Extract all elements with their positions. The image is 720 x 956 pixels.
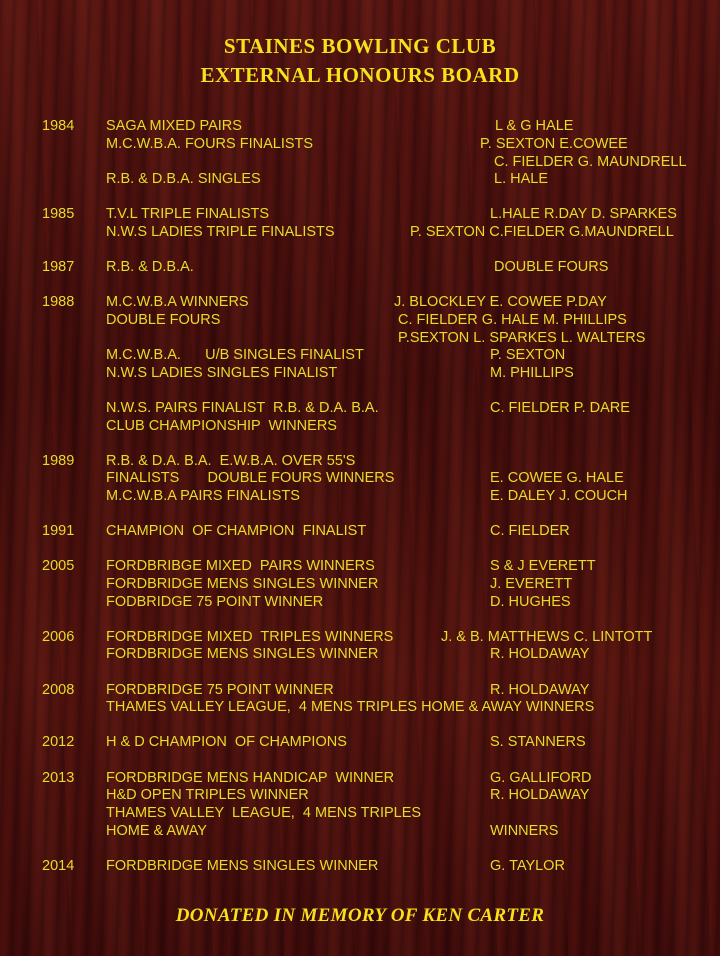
- entry-event: M.C.W.B.A WINNERS: [106, 294, 249, 310]
- honour-entry: [0, 628, 720, 646]
- entry-winner: G. TAYLOR: [490, 858, 565, 874]
- entry-winner: L. HALE: [494, 171, 548, 187]
- entry-winner: G. GALLIFORD: [490, 770, 592, 786]
- entry-event: M.C.W.B.A PAIRS FINALISTS: [106, 488, 300, 504]
- honour-entry: [0, 329, 720, 347]
- entry-winner: S & J EVERETT: [490, 558, 596, 574]
- entry-year: 1985: [42, 206, 75, 222]
- honour-entry: [0, 575, 720, 593]
- entry-year: 2012: [42, 734, 75, 750]
- entry-event: FORDBRIDGE 75 POINT WINNER: [106, 682, 334, 698]
- honour-entry: [0, 822, 720, 840]
- entry-winner: C. FIELDER: [490, 523, 570, 539]
- entry-event: N.W.S. PAIRS FINALIST R.B. & D.A. B.A.: [106, 400, 379, 416]
- honour-entry: [0, 135, 720, 153]
- honour-entry: [0, 153, 720, 171]
- entry-event: DOUBLE FOURS: [106, 312, 221, 328]
- honour-entry: [0, 417, 720, 435]
- board-subtitle: EXTERNAL HONOURS BOARD: [200, 63, 520, 87]
- entry-event: THAMES VALLEY LEAGUE, 4 MENS TRIPLES: [106, 805, 422, 821]
- honour-entry: [0, 364, 720, 382]
- entry-event: CLUB CHAMPIONSHIP WINNERS: [106, 418, 337, 434]
- honour-entry: [0, 681, 720, 699]
- entry-event: FORDBRIDGE MIXED TRIPLES WINNERS: [106, 629, 394, 645]
- entry-winner: R. HOLDAWAY: [490, 646, 590, 662]
- entry-winner: DOUBLE FOURS: [494, 259, 609, 275]
- entry-winner: D. HUGHES: [490, 594, 571, 610]
- entry-event: THAMES VALLEY LEAGUE, 4 MENS TRIPLES HOME & AWAY WINNERS: [106, 699, 595, 715]
- board-title: STAINES BOWLING CLUB: [223, 34, 497, 58]
- dedication-text: DONATED IN MEMORY OF KEN CARTER: [175, 905, 545, 926]
- entry-year: 1984: [42, 118, 75, 134]
- honour-entry: [0, 346, 720, 364]
- honour-entry: [0, 170, 720, 188]
- entry-winner: L & G HALE: [495, 118, 574, 134]
- entry-event: M.C.W.B.A. FOURS FINALISTS: [106, 136, 314, 152]
- honour-entry: [0, 452, 720, 470]
- entry-year: 1989: [42, 453, 75, 469]
- honour-entry: [0, 487, 720, 505]
- entry-winner: M. PHILLIPS: [490, 365, 574, 381]
- entry-event: FODBRIDGE 75 POINT WINNER: [106, 594, 324, 610]
- entry-event: N.W.S LADIES SINGLES FINALIST: [106, 365, 338, 381]
- honour-entry: [0, 399, 720, 417]
- honour-entry: [0, 557, 720, 575]
- entry-event: T.V.L TRIPLE FINALISTS: [106, 206, 270, 222]
- entry-year: 1987: [42, 259, 75, 275]
- entry-event: FINALISTS DOUBLE FOURS WINNERS: [106, 470, 395, 486]
- entry-event: FORDBRIDGE MENS HANDICAP WINNER: [106, 770, 395, 786]
- honour-entry: [0, 769, 720, 787]
- entry-winner: R. HOLDAWAY: [490, 787, 590, 803]
- honour-entry: [0, 522, 720, 540]
- entry-winner: P. SEXTON E.COWEE: [480, 136, 628, 152]
- honour-entry: [0, 786, 720, 804]
- honour-entry: [0, 311, 720, 329]
- entry-event: FORDBRIDGE MENS SINGLES WINNER: [106, 576, 379, 592]
- entry-winner: J. EVERETT: [490, 576, 573, 592]
- entry-event: FORDBRIDGE MENS SINGLES WINNER: [106, 858, 379, 874]
- entry-event: R.B. & D.B.A. SINGLES: [106, 171, 261, 187]
- honour-entry: [0, 205, 720, 223]
- entry-event: HOME & AWAY: [106, 823, 207, 839]
- honour-entry: [0, 804, 720, 822]
- entry-event: FORDBRIDGE MENS SINGLES WINNER: [106, 646, 379, 662]
- honour-entry: [0, 593, 720, 611]
- entry-winner: C. FIELDER P. DARE: [490, 400, 630, 416]
- entry-winner: C. FIELDER G. MAUNDRELL: [494, 154, 687, 170]
- entry-winner: P.SEXTON L. SPARKES L. WALTERS: [398, 330, 646, 346]
- entry-event: M.C.W.B.A. U/B SINGLES FINALIST: [106, 347, 364, 363]
- entry-event: N.W.S LADIES TRIPLE FINALISTS: [106, 224, 335, 240]
- honour-entry: [0, 258, 720, 276]
- entry-year: 2014: [42, 858, 75, 874]
- honour-entry: [0, 223, 720, 241]
- entry-year: 1991: [42, 523, 75, 539]
- entry-winner: S. STANNERS: [490, 734, 586, 750]
- entry-winner: R. HOLDAWAY: [490, 682, 590, 698]
- entry-winner: E. COWEE G. HALE: [490, 470, 624, 486]
- honour-entry: [0, 733, 720, 751]
- entry-winner: J. BLOCKLEY E. COWEE P.DAY: [394, 294, 607, 310]
- entry-year: 2006: [42, 629, 75, 645]
- honour-entry: [0, 293, 720, 311]
- entry-event: R.B. & D.B.A.: [106, 259, 194, 275]
- entry-event: SAGA MIXED PAIRS: [106, 118, 242, 134]
- entry-winner: E. DALEY J. COUCH: [490, 488, 628, 504]
- entry-winner: P. SEXTON C.FIELDER G.MAUNDRELL: [410, 224, 674, 240]
- entry-event: H & D CHAMPION OF CHAMPIONS: [106, 734, 347, 750]
- entry-winner: P. SEXTON: [490, 347, 566, 363]
- entry-winner: WINNERS: [490, 823, 559, 839]
- honour-entry: [0, 117, 720, 135]
- entry-year: 2005: [42, 558, 75, 574]
- entry-event: R.B. & D.A. B.A. E.W.B.A. OVER 55'S: [106, 453, 356, 469]
- entry-year: 1988: [42, 294, 75, 310]
- entry-winner: L.HALE R.DAY D. SPARKES: [490, 206, 677, 222]
- entry-winner: J. & B. MATTHEWS C. LINTOTT: [441, 629, 653, 645]
- entry-year: 2013: [42, 770, 75, 786]
- honour-entry: [0, 645, 720, 663]
- entry-event: CHAMPION OF CHAMPION FINALIST: [106, 523, 367, 539]
- honour-entry: [0, 469, 720, 487]
- entry-year: 2008: [42, 682, 75, 698]
- honour-entry: [0, 698, 720, 716]
- honour-entry: [0, 857, 720, 875]
- entry-event: FORDBRIBGE MIXED PAIRS WINNERS: [106, 558, 375, 574]
- entry-winner: C. FIELDER G. HALE M. PHILLIPS: [398, 312, 627, 328]
- entry-event: H&D OPEN TRIPLES WINNER: [106, 787, 309, 803]
